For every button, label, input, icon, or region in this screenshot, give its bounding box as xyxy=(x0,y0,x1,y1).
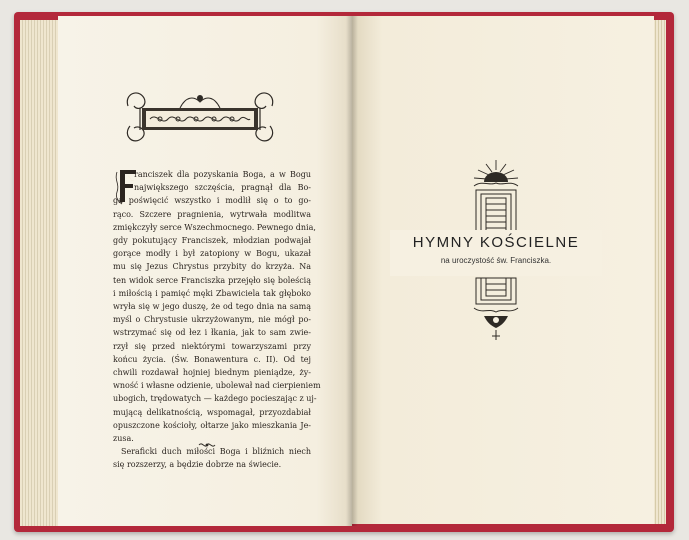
left-page-edges xyxy=(20,20,60,526)
text-line: Seraficki duch miłości Boga i bliźnich niech xyxy=(121,447,311,457)
text-line: się rozszerzy, a będzie dobrze na świecie. xyxy=(113,460,282,470)
text-line: wryła się w jego duszę, że od tego dnia na samą xyxy=(113,302,311,312)
text-line: ga poświęcić wszystko i modlił się o to go- xyxy=(113,196,311,206)
text-line: i miłością i pamięć męki Zbawiciela tak głęboko xyxy=(113,288,311,298)
text-line: gorące modły i był zatopiony w Bogu, ukazał xyxy=(113,249,311,259)
text-line: chwili rozdawał hojniej biednym pieniądze, ży- xyxy=(113,368,311,378)
text-line: mującą delikatnością, wspomagał, przyozdabiał xyxy=(113,407,311,417)
left-page-body-text xyxy=(113,168,321,472)
text-line: rąco. Szczere pragnienia, wytrwała modlitwa xyxy=(113,209,311,219)
text-line: zusa. xyxy=(113,434,134,444)
text-line: ranciszek dla pozyskania Boga, a w Bogu xyxy=(134,170,311,179)
page-title: HYMNY KOŚCIELNE xyxy=(412,234,580,251)
page-subtitle: na uroczystość św. Franciszka. xyxy=(440,256,552,265)
text-line: ubogich, trędowatych — każdego pocieszając z uj- xyxy=(113,394,317,404)
text-line: największego szczęścia, pragnął dla Bo- xyxy=(134,183,311,193)
text-line: gdy pokutujący Franciszek, młodzian podwajał xyxy=(113,236,311,246)
text-line: mu się Jezus Chrystus przybity do krzyża. Na xyxy=(113,262,311,272)
text-line: rzył się przed niektórymi towarzyszami przy xyxy=(113,341,311,351)
text-line: myśl o Chrystusie ukrzyżowanym, nie mógł po- xyxy=(113,315,311,325)
text-line: końcu życia. (Św. Bonawentura c. II). Od tej xyxy=(113,354,311,364)
text-line: opuszczone kościoły, ołtarze jako mieszkania Je- xyxy=(113,420,311,430)
text-line: wstrzymać się od łez i łkania, jak to sam zwie- xyxy=(113,328,311,338)
text-line: zmiękczyły serce Wszechmocnego. Pewnego dnia, xyxy=(113,222,316,232)
book-gutter xyxy=(346,16,358,526)
text-line: wność i własne odzienie, ubolewał nad cierpieniem xyxy=(113,381,321,391)
text-line: ten widok serce Franciszka przejęło się boleścią xyxy=(113,275,311,285)
ornamental-tailpiece-icon xyxy=(198,440,216,450)
ornamental-headpiece-icon xyxy=(120,86,280,148)
